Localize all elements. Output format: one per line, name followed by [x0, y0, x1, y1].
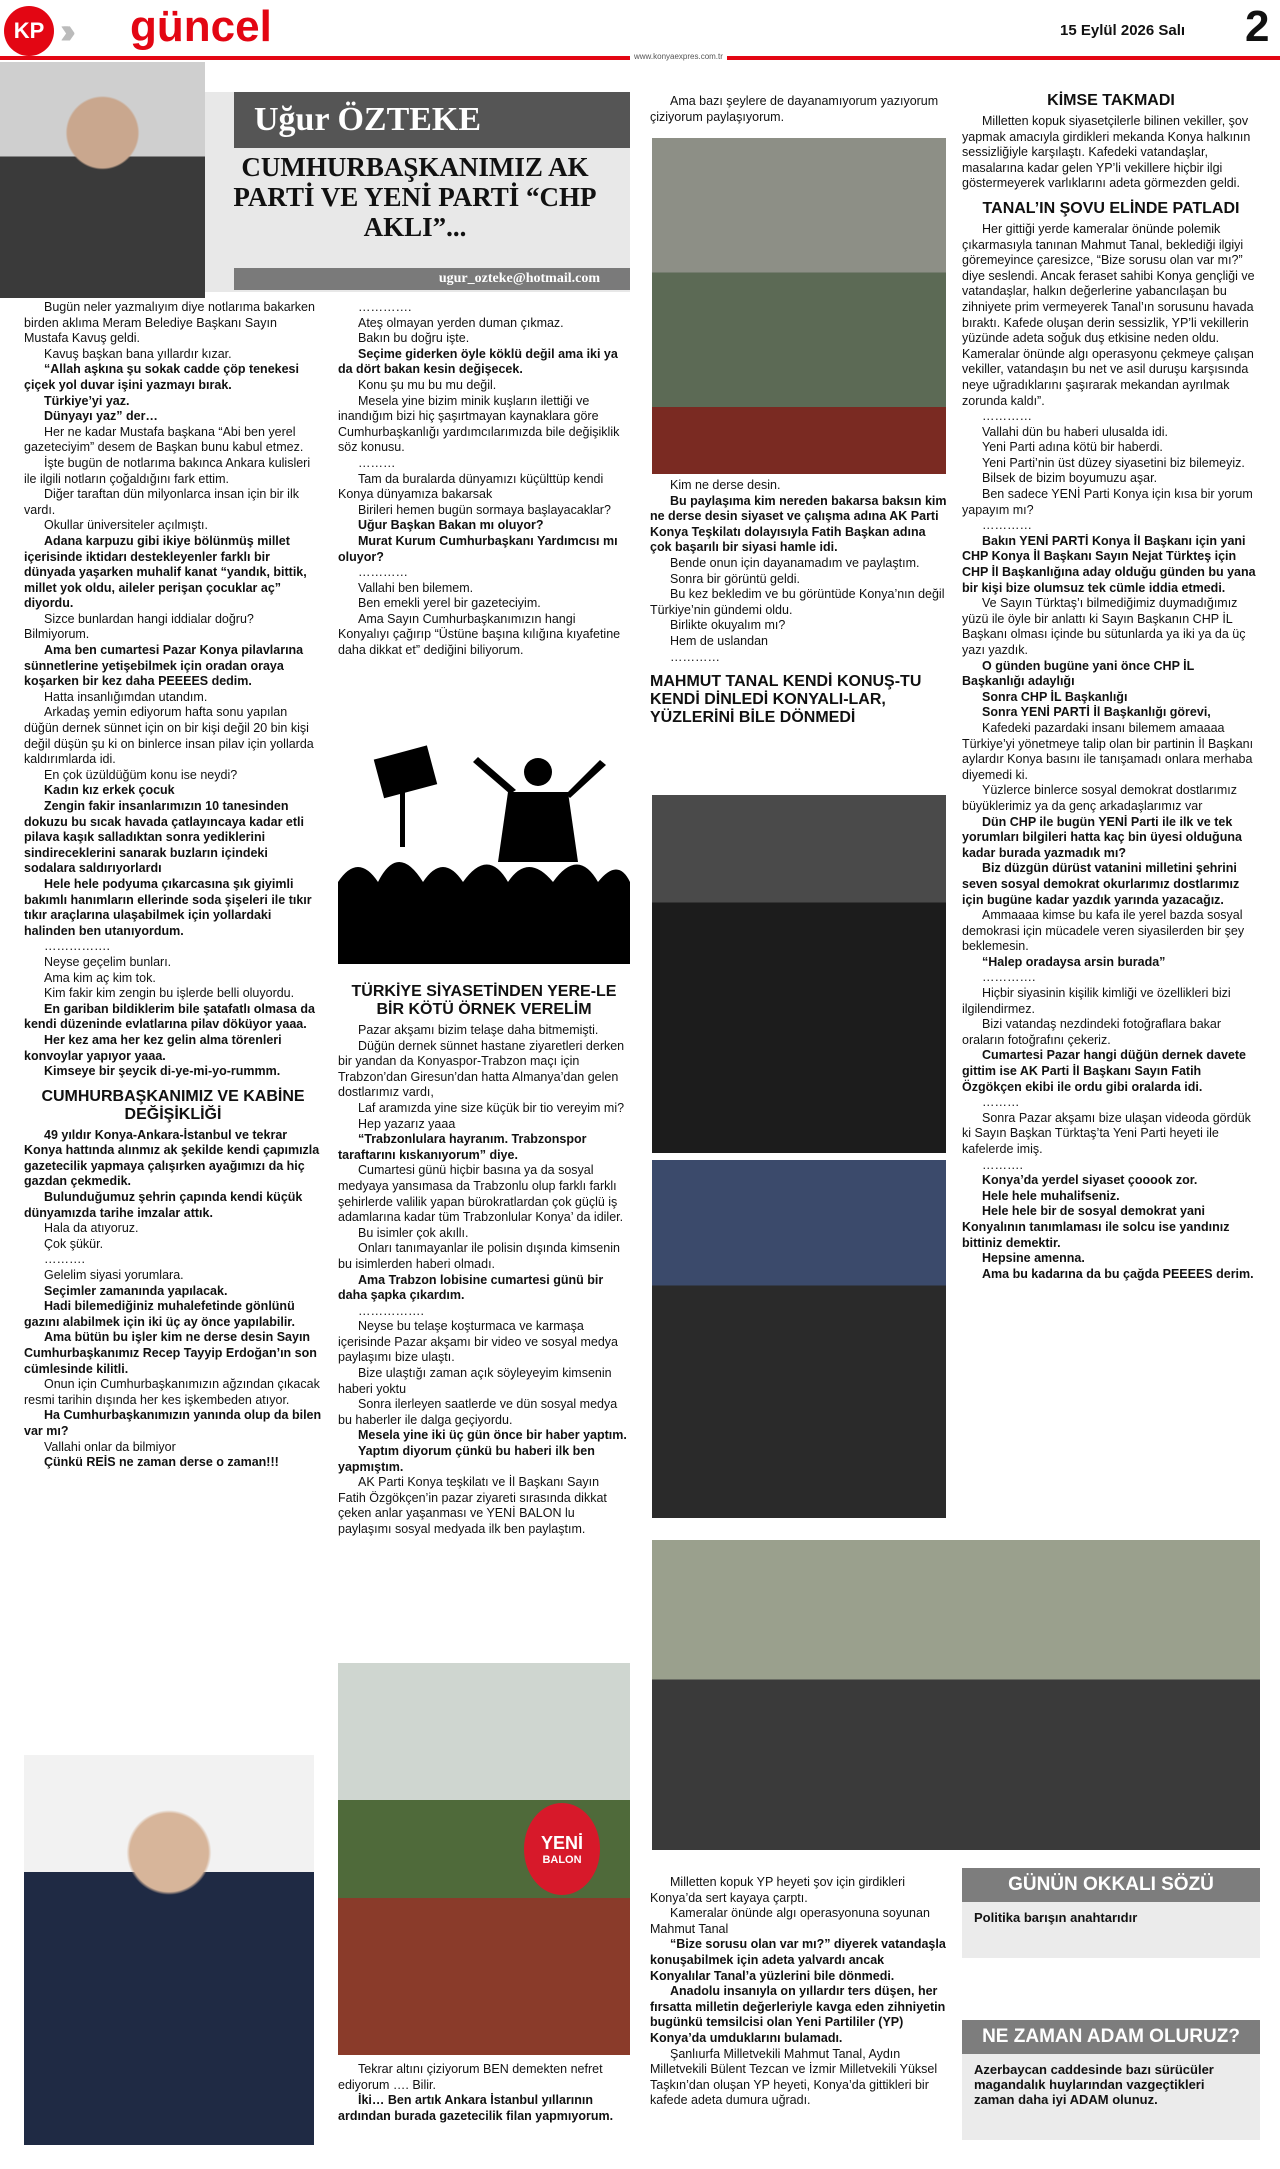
paragraph: ……….	[44, 1252, 85, 1267]
paragraph: Bizi vatandaş nezdindeki fotoğraflara bakar oraların fotoğrafını çekeriz.	[962, 1017, 1222, 1047]
paragraph: Dünyayı yaz” der…	[44, 409, 158, 424]
paragraph: İşte bugün de notlarıma bakınca Ankara kulisleri ile ilgili notların çoğaldığını fark ettim.	[24, 455, 311, 486]
paragraph: Bakın bu doğru işte.	[358, 331, 470, 346]
paragraph: İki… Ben artık Ankara İstanbul yıllarının ardından burada gazetecilik filan yapmıyorum.	[338, 2093, 614, 2123]
paragraph: Neyse bu telaşe koşturmaca ve karmaşa içerisinde Pazar akşamı bir video ve sosyal medya paylaşımı bize ulaştı.	[338, 1319, 618, 1365]
paragraph: …………	[982, 518, 1032, 533]
market-visit-photo	[652, 138, 946, 474]
paragraph: Yeni Parti’nin üst düzey siyasetini biz bilemeyiz.	[982, 455, 1245, 470]
paragraph: Seçimler zamanında yapılacak.	[44, 1283, 228, 1298]
paragraph: AK Parti Konya teşkilatı ve İl Başkanı Sayın Fatih Özgökçen’in pazar ziyareti sırasında dikkat çeken anlar yaşanması ve YENİ BALON lu paylaşımı sosyal medyada ilk ben paylaştım.	[338, 1475, 607, 1536]
paragraph: Her gittiği yerde kameralar önünde polemik çıkarmasıyla tanınan Mahmut Tanal, beklediği ilgiyi göremeyince çaresizce, “Bize sorusu olan var mı?” diye seslendi. Ancak feraset sahibi Konya gençliği ve vatandaşlar, halkın değerlerine yabancılaşan bu zihniyete prim vermeyerek Tanal’ın sorusunu havada bıraktı. Kafede oluşan derin sessizlik, YP’li vekillerin yüzünde adeta soğuk duş etkisine neden oldu. Kameralar önünde algı operasyonu çekmeye çalışan vekiller, vatandaşın bu net ve asil duruşu karşısında neye uğradıklarını şaşırarak mekandan ayrılmak zorunda kaldı”.	[962, 221, 1255, 408]
crowd-silhouette-illustration	[338, 732, 630, 964]
paragraph: Kafedeki pazardaki insanı bilemem amaaaa Türkiye’yi yönetmeye talip olan bir partinin İl Başkanı aylardır Konya basını ile tanışamadı onlara merhaba diyemedi ki.	[962, 720, 1254, 782]
paragraph: Pazar akşamı bizim telaşe daha bitmemişti.	[358, 1023, 599, 1037]
paragraph: Kameralar önünde algı operasyonuna soyunan Mahmut Tanal	[650, 1906, 930, 1936]
paragraph: Biz düzgün dürüst vatanini milletini şehrini seven sosyal demokrat okurlarımız dostlarımız için bugüne kadar yazdık yarında yazacağız.	[962, 861, 1240, 907]
column-2	[338, 300, 630, 659]
paragraph: ………	[358, 455, 396, 470]
paragraph: Bu kez bekledim ve bu görüntüde Konya’nın değil Türkiye’nin gündemi oldu.	[650, 587, 945, 617]
paragraph: …………….	[44, 939, 110, 954]
column-2-lower	[338, 975, 630, 1538]
paragraph: Her ne kadar Mustafa başkana “Abi ben yerel gazeteciyim” desem de Başkan bunu kabul etmez.	[24, 424, 304, 455]
subheading: TÜRKİYE SİYASETİNDEN YERE-LE BİR KÖTÜ ÖRNEK VERELİM	[351, 983, 617, 1018]
paragraph: Kadın kız erkek çocuk	[44, 783, 175, 798]
column-4	[962, 92, 1260, 1282]
paragraph: Çünkü REİS ne zaman derse o zaman!!!	[44, 1455, 279, 1470]
paragraph: Ateş olmayan yerden duman çıkmaz.	[358, 315, 564, 330]
quote-of-day-text: Politika barışın anahtarıdır	[974, 1910, 1138, 1925]
paragraph: Türkiye’yi yaz.	[44, 393, 130, 408]
paragraph: Bilsek de bizim boyumuzu aşar.	[982, 471, 1158, 486]
paragraph: Diğer taraftan dün milyonlarca insan için bir ilk vardı.	[24, 487, 299, 517]
paragraph: Hadi bilemediğiniz muhalefetinde gönlünü gazını alabilmek için iki üç ay önce yapılabilir.	[24, 1299, 295, 1329]
paragraph: Bu isimler çok akıllı.	[358, 1225, 469, 1240]
paragraph: “Trabzonlulara hayranım. Trabzonspor taraftarını kıskanıyorum” diye.	[338, 1132, 587, 1162]
when-will-we-be-human-box	[962, 2020, 1260, 2140]
paragraph: Düğün dernek sünnet hastane ziyaretleri derken bir yandan da Konyaspor-Trabzon maçı için Trabzon’dan Giresun’dan hatta Almanya’dan gelen dostlarımız vardı,	[338, 1038, 625, 1100]
site-url[interactable]: www.konyaexpres.com.tr	[630, 52, 727, 61]
paragraph: 49 yıldır Konya-Ankara-İstanbul ve tekrar Konya hattında alınmız ak şekilde kendi çapımızla gazetecilik yapmaya çalışırken ayağımızı da hiç gazdan çekmedik.	[24, 1127, 320, 1189]
paragraph: Hiçbir siyasinin kişilik kimliği ve özellikleri bizi ilgilendirmez.	[962, 986, 1231, 1016]
balloon-text: YENİ	[540, 1832, 583, 1853]
paragraph: Ama bu kadarına da bu çağda PEEEES derim.	[982, 1266, 1254, 1281]
paragraph: Okullar üniversiteler açılmıştı.	[44, 518, 208, 533]
paragraph: Zengin fakir insanlarımızın 10 tanesinden dokuzu bu sıcak havada çatlayıncaya kadar etli pilava kaşık salladıktan sonra yediklerini sindireceklerini sanarak buzların içindeki sodalara saldırıyorlardı	[24, 799, 304, 876]
market-photo	[338, 1663, 630, 2055]
paragraph: Dün CHP ile bugün YENİ Parti ile ilk ve tek yorumları bilgileri hatta kaç bin üyesi olduğuna kadar burada yazmadık mı?	[962, 814, 1242, 860]
paragraph: Her kez ama her kez gelin alma törenleri konvoylar yapıyor yaaa.	[24, 1032, 282, 1063]
article-headline: CUMHURBAŞKANIMIZ AK PARTİ VE YENİ PARTİ “CHP AKLI”...	[233, 152, 597, 242]
paragraph: Mesela yine iki üç gün önce bir haber yaptım.	[358, 1428, 627, 1443]
paragraph: Tam da buralarda dünyamızı küçülttüp kendi Konya dünyamıza bakarsak	[338, 471, 604, 502]
paragraph: Gelelim siyasi yorumlara.	[44, 1268, 184, 1283]
paragraph: Ama ben cumartesi Pazar Konya pilavlarına sünnetlerine yetişebilmek için oradan oraya koşarken bir kez daha PEEEES dedim.	[24, 643, 304, 689]
paragraph: Milletten kopuk YP heyeti şov için girdikleri Konya’da sert kayaya çarptı.	[650, 1875, 906, 1905]
paragraph: Laf aramızda yine size küçük bir tio vereyim mi?	[358, 1100, 625, 1115]
paragraph: Murat Kurum Cumhurbaşkanı Yardımcısı mı oluyor?	[338, 533, 618, 564]
paragraph: Kimseye bir şeycik di-ye-mi-yo-rummm.	[44, 1064, 281, 1079]
paragraph: En çok üzüldüğüm konu ise neydi?	[44, 767, 238, 782]
when-will-we-be-human-text: Azerbaycan caddesinde bazı sürücüler magandalık huylarından vazgeçtikleri zaman daha iyi ADAM olunuz.	[974, 2062, 1214, 2107]
paragraph: “Bize sorusu olan var mı?” diyerek vatandaşla konuşabilmek için adeta yalvardı ancak Konyalılar Tanal’a yüzlerini bile dönmedi.	[650, 1937, 946, 1983]
paragraph: Yüzlerce binlerce sosyal demokrat dostlarımız büyüklerimiz ya da genç arkadaşlarımız var	[962, 783, 1237, 813]
when-will-we-be-human-title: NE ZAMAN ADAM OLURUZ?	[962, 2020, 1260, 2054]
paragraph: Kim ne derse desin.	[670, 478, 781, 492]
paragraph: Hala da atıyoruz.	[44, 1221, 139, 1236]
column-1	[24, 300, 322, 1471]
paragraph: Konya’da yerdel siyaset çooook zor.	[982, 1173, 1198, 1188]
paragraph: Ve Sayın Türktaş’ı bilmediğimiz duymadığımız yüzü ile öyle bir anlattı ki Sayın Başkanın CHP İL Başkanı olması içinde bu sütunlarda ya iki ya da üç yazı yazdık.	[962, 596, 1246, 657]
author-name: Uğur ÖZTEKE	[234, 92, 630, 148]
paragraph: Vallahi ben bilemem.	[358, 580, 474, 595]
paragraph: Hem de uslandan	[670, 633, 768, 648]
paragraph: Arkadaş yemin ediyorum hafta sonu yapılan düğün dernek sünnet için on bir kişi değil 20 bin kişi değil düşün şu ki on binlerce insan pilav için yollarda kaldırımlarda idi.	[24, 705, 314, 767]
quote-of-day-box	[962, 1868, 1260, 1958]
paragraph: Hep yazarız yaaa	[358, 1116, 456, 1131]
cafe-group-photo	[652, 1540, 1260, 1850]
paragraph: Tekrar altını çiziyorum BEN demekten nefret ediyorum …. Bilir.	[338, 2062, 603, 2092]
author-email[interactable]: ugur_ozteke@hotmail.com	[234, 268, 630, 290]
paragraph: Anadolu insanıyla on yıllardır ters düşen, her fırsatta milletin değerleriyle kavga eden zihniyetin bugünkü temsilcisi olan Yeni Partililer (YP) Konya’da umduklarını bulamadı.	[650, 1984, 946, 2045]
paragraph: En gariban bildiklerim bile şatafatlı olmasa da kendi düzeninde evlatlarına pilav döküyor yaaa.	[24, 1001, 315, 1032]
paragraph: Bugün neler yazmalıyım diye notlarıma bakarken birden aklıma Meram Belediye Başkanı Sayın Mustafa Kavuş geldi.	[24, 300, 315, 346]
paragraph: Ammaaaa kimse bu kafa ile yerel bazda sosyal demokrasi için mücadele veren siyasilerden bir şey beklemesin.	[962, 908, 1245, 954]
paragraph: Ha Cumhurbaşkanımızın yanında olup da bilen var mı?	[24, 1408, 322, 1438]
masthead	[0, 0, 1280, 61]
yeni-balon-balloon	[524, 1803, 600, 1895]
paragraph: Bakın YENİ PARTİ Konya İl Başkanı için yani CHP Konya İl Başkanı Sayın Nejat Türkteş için CHP İl Başkanlığına aday olduğu günden bu yana bir kişi bize olumsuz tek cümle iddia etmedi.	[962, 533, 1256, 595]
paragraph: Hele hele muhalifseniz.	[982, 1188, 1120, 1203]
column-3	[650, 94, 948, 125]
column-2-footer	[338, 2062, 630, 2124]
paragraph: Bize ulaştığı zaman açık söyleyeyim kimsenin haberi yoktu	[338, 1366, 612, 1396]
paragraph: “Allah aşkına şu sokak cadde çöp tenekesi çiçek yol duvar işini yazmayı bırak.	[24, 362, 299, 392]
paragraph: Ben emekli yerel bir gazeteciyim.	[358, 596, 541, 611]
issue-date: 15 Eylül 2026 Salı	[1060, 22, 1186, 39]
paragraph: Vallahi onlar da bilmiyor	[44, 1439, 176, 1454]
paragraph: O günden bugüne yani önce CHP İL Başkanlığı adaylığı	[962, 658, 1195, 689]
paragraph: Kavuş başkan bana yıllardır kızar.	[44, 346, 232, 361]
paragraph: Ama bazı şeylere de dayanamıyorum yazıyorum çiziyorum paylaşıyorum.	[650, 94, 939, 124]
paragraph: Şanlıurfa Milletvekili Mahmut Tanal, Aydın Milletvekili Bülent Tezcan ve İzmir Milletvekili Yüksel Taşkın’dan oluşan YP heyeti, Konya’da gittikleri bir kafede adeta dumura uğradı.	[650, 2046, 938, 2108]
paragraph: Neyse geçelim bunları.	[44, 954, 172, 969]
quote-of-day-title: GÜNÜN OKKALI SÖZÜ	[962, 1868, 1260, 1902]
paragraph: Cumartesi Pazar hangi düğün dernek davete gittim ise AK Parti İl Başkanı Sayın Fatih Özgökçen ekibi ile ordu gibi oralarda idi.	[962, 1048, 1246, 1094]
subheading: TANAL’IN ŞOVU ELİNDE PATLADI	[982, 199, 1240, 217]
paragraph: …………	[982, 409, 1032, 424]
paragraph: Hele hele bir de sosyal demokrat yani Konyalının tanımlaması ile solcu ise yandınız bittiniz demektir.	[962, 1204, 1230, 1250]
subheading: KİMSE TAKMADI	[1047, 92, 1175, 109]
paragraph: Ama Sayın Cumhurbaşkanımızın hangi Konyalıyı çağırıp “Üstüne başına kılığına kıyafetine daha dikkat et” dediğini biliyorum.	[338, 611, 621, 658]
paragraph: ………	[982, 1095, 1020, 1110]
paragraph: Hepsine amenna.	[982, 1251, 1085, 1266]
paragraph: Sizce bunlardan hangi iddialar doğru? Bilmiyorum.	[24, 611, 254, 642]
paragraph: “Halep oradaysa arsin burada”	[982, 954, 1166, 969]
politicians-photo-1	[652, 795, 946, 1153]
president-photo	[24, 1755, 314, 2145]
paragraph: Bulunduğumuz şehrin çapında kendi küçük dünyamızda tarihe imzalar attık.	[24, 1190, 303, 1220]
paragraph: ………….	[982, 970, 1036, 985]
paragraph: Hatta insanlığımdan utandım.	[44, 689, 208, 704]
paragraph: Kim fakir kim zengin bu işlerde belli oluyordu.	[44, 986, 295, 1001]
paragraph: Bende onun için dayanamadım ve paylaştım.	[670, 555, 920, 570]
politicians-photo-2	[652, 1160, 946, 1518]
column-3-middle	[650, 478, 948, 731]
paragraph: Ama Trabzon lobisine cumartesi günü bir daha şapka çıkardım.	[338, 1272, 604, 1303]
paragraph: Uğur Başkan Bakan mı oluyor?	[358, 518, 544, 533]
paragraph: Sonra ilerleyen saatlerde ve dün sosyal medya bu haberler ile dalga geçiyordu.	[338, 1397, 618, 1427]
paragraph: …………….	[358, 1303, 424, 1318]
paragraph: Birileri hemen bugün sormaya başlayacaklar?	[358, 502, 611, 517]
paragraph: Onun için Cumhurbaşkanımızın ağzından çıkacak resmi tarihin dışında her kes işkembeden atıyor.	[24, 1377, 320, 1407]
paragraph: Yeni Parti adına kötü bir haberdi.	[982, 440, 1163, 455]
paragraph: Mesela yine bizim minik kuşların ilettiği ve inandığım bizi hiç şaşırtmayan kaynaklara göre Cumhurbaşkanlığı yardımcılarımızda bile değişiklik söz konusu.	[338, 393, 620, 455]
paragraph: Adana karpuzu gibi ikiye bölünmüş millet içerisinde iktidarı destekleyenler farklı bir dünyada yaşarken muhalif kanat “yandık, bittik, millet yok oldu, aileler perişan çocuklar aç” diyordu.	[24, 533, 307, 611]
page-number: 2	[1245, 2, 1270, 51]
author-photo	[0, 62, 205, 298]
paragraph: Seçime giderken öyle köklü değil ama iki ya da dört bakan kesin değişecek.	[338, 346, 618, 377]
column-3-lower	[650, 1875, 948, 2109]
paragraph: Vallahi dün bu haberi ulusalda idi.	[982, 424, 1169, 439]
paragraph: ……….	[982, 1157, 1023, 1172]
subheading: CUMHURBAŞKANIMIZ VE KABİNE DEĞİŞİKLİĞİ	[41, 1087, 305, 1123]
paragraph: Sonra CHP İL Başkanlığı	[982, 689, 1128, 704]
paragraph: Cumartesi günü hiçbir basına ya da sosyal medyaya yansımasa da Trabzonlu olup farklı farklı şehirlerde valilik yapan bürokratlardan çok güçlü iş adamlarına kadar tüm Trabzonlular Konya’ da idiler.	[338, 1163, 624, 1225]
paragraph: Milletten kopuk siyasetçilerle bilinen vekiller, şov yapmak amacıyla girdikleri mekanda Konya halkının sessizliğiyle karşılaştı. Kafedeki vatandaşlar, masalarına kadar gelen YP’li vekillere hiçbir ilgi göstermeyerek varlıklarını adeta görmezden geldi.	[962, 114, 1251, 191]
paragraph: Birlikte okuyalım mı?	[670, 618, 786, 633]
paragraph: …………	[670, 649, 720, 664]
subheading: MAHMUT TANAL KENDİ KONUŞ-TU KENDİ DİNLEDİ KONYALI-LAR, YÜZLERİNİ BİLE DÖNMEDİ	[650, 673, 922, 727]
paragraph: Konu şu mu bu mu değil.	[358, 377, 497, 392]
paragraph: Sonra YENİ PARTİ İl Başkanlığı görevi,	[982, 705, 1211, 720]
paragraph: …………	[358, 565, 408, 580]
paragraph: ………….	[358, 300, 412, 314]
paragraph: Sonra Pazar akşamı bize ulaşan videoda gördük ki Sayın Başkan Türktaş’ta Yeni Parti heyeti ile kafelerde imiş.	[962, 1110, 1251, 1156]
paragraph: Sonra bir görüntü geldi.	[670, 571, 800, 586]
paragraph: Çok şükür.	[44, 1236, 104, 1251]
paragraph: Yaptım diyorum çünkü bu haberi ilk ben yapmıştım.	[338, 1444, 595, 1474]
paragraph: Ben sadece YENİ Parti Konya için kısa bir yorum yapayım mı?	[962, 487, 1253, 517]
balloon-text-2: BALON	[542, 1853, 582, 1866]
paragraph: Ama bütün bu işler kim ne derse desin Sayın Cumhurbaşkanımız Recep Tayyip Erdoğan’ın son cümlesinde kilitli.	[24, 1330, 317, 1376]
paragraph: Bu paylaşıma kim nereden bakarsa baksın kim ne derse desin siyaset ve çalışma adına AK Parti Konya Teşkilatı dolayısıyla Fatih Başkan adına çok başarılı bir siyasi hamle idi.	[650, 493, 947, 555]
paragraph: Hele hele podyuma çıkarcasına şık giyimli bakımlı hanımların ellerinde soda şişeleri ile tıkır tıkır araçlarına ulaşabilmek için yollardaki halinden ben utanıyordum.	[24, 876, 312, 938]
kp-logo[interactable]: KP	[4, 6, 54, 56]
paragraph: Ama kim aç kim tok.	[44, 970, 156, 985]
section-title: güncel	[130, 2, 272, 51]
paragraph: Onları tanımayanlar ile polisin dışında kimsenin bu isimlerden haberi olmadı.	[338, 1241, 620, 1271]
